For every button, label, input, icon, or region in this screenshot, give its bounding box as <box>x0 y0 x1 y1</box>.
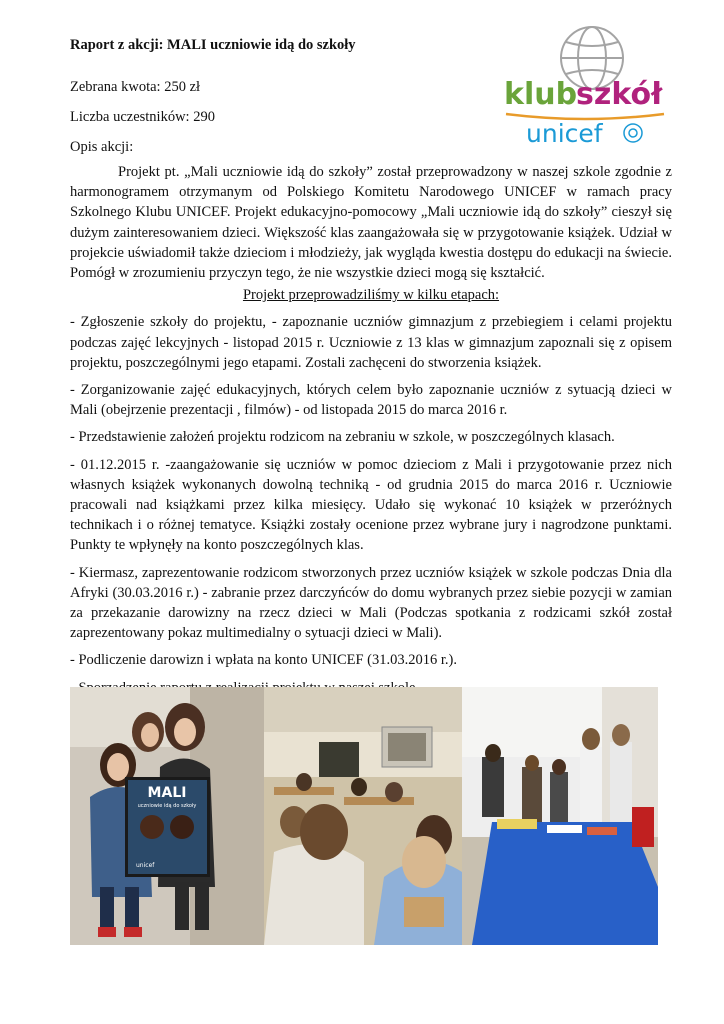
logo-text-unicef: unicef <box>526 119 603 148</box>
collected-amount: Zebrana kwota: 250 zł <box>70 79 201 95</box>
description-label: Opis akcji: <box>70 139 134 155</box>
logo-text-klub: klub <box>504 77 578 112</box>
poster-title: MALI <box>147 785 187 801</box>
unicef-emblem-icon <box>624 124 642 142</box>
page-title: Raport z akcji: MALI uczniowie idą do szkoły <box>70 37 356 53</box>
stage-3: - Przedstawienie założeń projektu rodzicom na zebraniu w szkole, w poszczególnych klasach. <box>70 429 615 446</box>
photo-students-with-poster <box>70 687 264 945</box>
report-body <box>70 162 672 698</box>
intro-paragraph: Projekt pt. „Mali uczniowie idą do szkoły” został przeprowadzony w naszej szkole zgodnie z harmonogramem otrzymanym od Polskiego Komitetu Narodowego UNICEF w ramach pracy Szkolnego Klubu UNICEF. Projekt edukacyjno-pomocowy „Mali uczniowie idą do szkoły” cieszył się dużym zainteresowaniem dzieci. Większość klas zaangażowała się w przygotowanie książek. Udział w projekcie uświadomił także dzieciom i młodzieży, jak wygląda kwestia dostępu do edukacji na świecie. Pomógł w zrozumieniu przyczyn tego, że nie wszystkie dzieci mogą się kształcić. <box>70 164 672 282</box>
stage-4: - 01.12.2015 r. -zaangażowanie się uczniów w pomoc dzieciom z Mali i przygotowanie przez nich własnych książek wykonanych dowolną techniką - od grudnia 2015 do marca 2016 r. Uczniowie pracowali nad książkami przez kilka miesięcy. Udało się wykonać 10 książek w przeróżnych technikach i o różnej tematyce. Książki zostały ocenione przez wybrane jury i nagrodzone punktami. Punkty te wpłynęły na konto poszczególnych klas. <box>70 456 672 554</box>
klub-szkol-unicef-logo <box>500 18 670 153</box>
stage-2: - Zorganizowanie zajęć edukacyjnych, których celem było zapoznanie uczniów z sytuacją dzieci w Mali (obejrzenie prezentacji , filmów) - od listopada 2015 do marca 2016 r. <box>70 382 672 419</box>
stages-heading: Projekt przeprowadziliśmy w kilku etapach: <box>242 287 500 304</box>
poster-brand: unicef <box>136 862 155 869</box>
stage-1: - Zgłoszenie szkoły do projektu, - zapoznanie uczniów gimnazjum z przebiegiem i celami projektu podczas zajęć lekcyjnych - listopad 2015 r. Uczniowie z 13 klas w gimnazjum zapoznali się z opisem projektu, poszczególnymi jego etapami. Zostali zachęceni do stworzenia książek. <box>70 314 672 371</box>
mali-poster <box>125 777 210 877</box>
poster-subtitle: uczniowie idą do szkoły <box>137 803 197 809</box>
stage-6: - Podliczenie darowizn i wpłata na konto UNICEF (31.03.2016 r.). <box>70 652 457 669</box>
participants-count: Liczba uczestników: 290 <box>70 109 215 125</box>
logo-text-szkol: szkół <box>576 77 663 112</box>
photo-classroom-presentation <box>264 687 462 945</box>
stage-5: - Kiermasz, zaprezentowanie rodzicom stworzonych przez uczniów książek w szkole podczas Dnia dla Afryki (30.03.2016 r.) - zabranie przez darczyńców do domu wybranych przez siebie pozycji w zamian za przekazanie darowizny na rzecz dzieci w Mali (Podczas spotkania z rodzicami szkół został zaprezentowany pokaz multimedialny o sytuacji dzieci w Mali). <box>70 564 672 642</box>
photo-book-fair <box>462 687 658 945</box>
